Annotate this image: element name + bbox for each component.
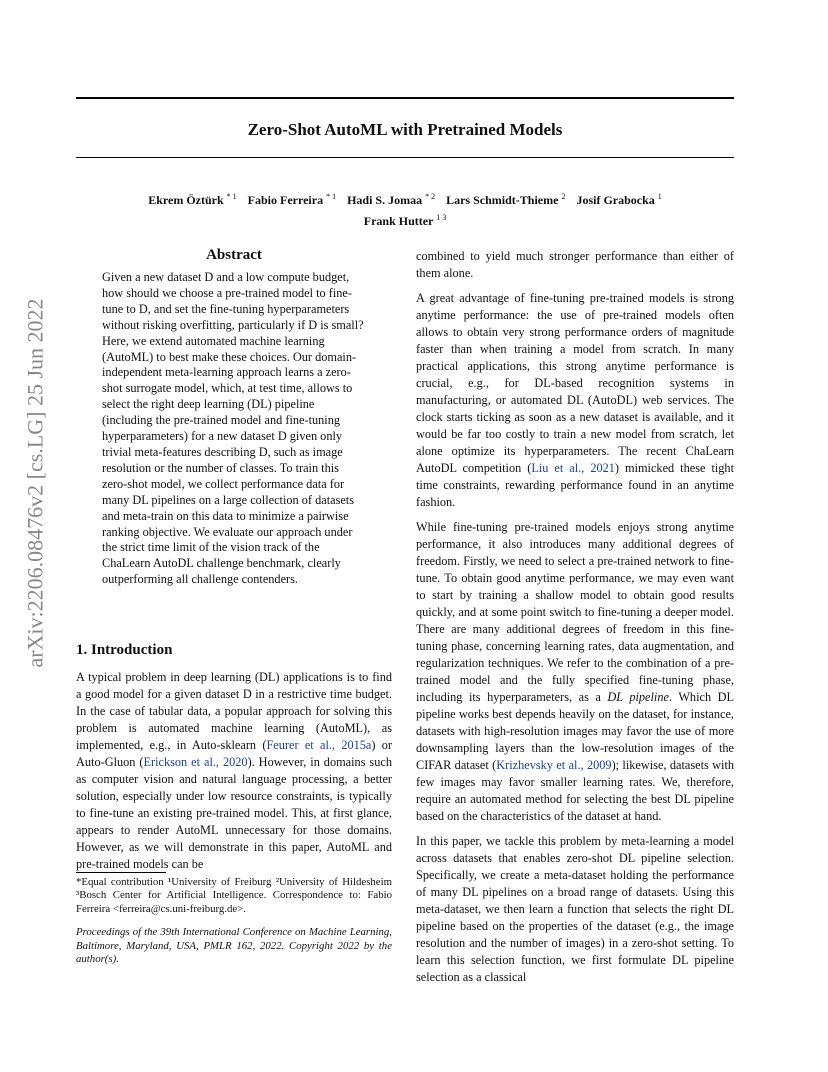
author: Lars Schmidt-Thieme $^2$: [446, 192, 566, 207]
paper-title: Zero-Shot AutoML with Pretrained Models: [247, 120, 563, 139]
citation-link[interactable]: Erickson et al., 2020: [143, 755, 248, 769]
footnote-rule: [76, 872, 166, 873]
author: Ekrem Öztürk $^{* 1}$: [148, 192, 237, 207]
introduction-paragraph: A typical problem in deep learning (DL) applications is to find a good model for a given dataset D in a restrictive time budget. In the case of tabular data, a popular approach for solving this problem is automated machine learning (AutoML), as implemented, e.g., in Auto-sklearn (Feurer et al., 2015a) or Auto-Gluon (Erickson et al., 2020). However, in domains such as computer vision and natural language processing, a better solution, especially under low resource constraints, is typically to fine-tune an existing pre-trained model. This, at first glance, appears to render AutoML unnecessary for those domains. However, as we will demonstrate in this paper, AutoML and pre-trained models can be: [76, 670, 393, 871]
citation-link[interactable]: Liu et al., 2021: [531, 461, 615, 475]
affiliation-footnote: *Equal contribution ¹University of Freiburg ²University of Hildesheim ³Bosch Center for Artificial Intelligence. Correspondence to: Fabio Ferreira <ferreira@cs.uni-freiburg.de>.: [76, 876, 392, 915]
paragraph: combined to yield much stronger performance than either of them alone.: [416, 249, 734, 280]
author-list: [96, 188, 714, 230]
proceedings-footnote: Proceedings of the 39th International Conference on Machine Learning, Baltimore, Maryland, USA, PMLR 162, 2022. Copyright 2022 by the author(s).: [76, 926, 392, 966]
right-column: [416, 248, 734, 994]
author: Frank Hutter $^{1 3}$: [363, 213, 447, 228]
author: Fabio Ferreira $^{* 1}$: [247, 192, 337, 207]
term-emphasis: DL pipeline: [607, 690, 669, 704]
paragraph: A great advantage of fine-tuning pre-trained models is strong anytime performance: the use of pre-trained models often allows to obtain very strong performance orders of magnitude faster than when training a model from scratch. In many practical applications, this strong anytime performance is crucial, e.g., for DL-based recognition systems in manufacturing, or automated DL (AutoDL) web services. The clock starts ticking as soon as a new dataset is available, and it would be far too costly to train a new model from scratch, let alone optimize its hyperparameters. The recent ChaLearn AutoDL competition (Liu et al., 2021) mimicked these tight time constraints, rewarding performance found in an anytime fashion.: [416, 291, 734, 509]
citation-link[interactable]: Feurer et al., 2015a: [266, 738, 372, 752]
citation-link[interactable]: Krizhevsky et al., 2009: [496, 758, 612, 772]
title-rule-bottom: [76, 157, 734, 158]
title-rule-top: [76, 97, 734, 99]
abstract-text: Given a new dataset D and a low compute budget, how should we choose a pre-trained model to fine-tune to D, and set the fine-tuning hyperparameters without risking overfitting, particularly if D is small? Here, we extend automated machine learning (AutoML) to best make these choices. Our domain-independent meta-learning approach learns a zero-shot surrogate model, which, at test time, allows to select the right deep learning (DL) pipeline (including the pre-trained model and fine-tuning hyperparameters) for a new dataset D given only trivial meta-features describing D, such as image resolution or the number of classes. To train this zero-shot model, we collect performance data for many DL pipelines on a large collection of datasets and meta-train on this data to minimize a pairwise ranking objective. We evaluate our approach under the strict time limit of the vision track of the ChaLearn AutoDL challenge benchmark, clearly outperforming all challenge contenders.: [102, 270, 364, 587]
author: Hadi S. Jomaa $^{* 2}$: [347, 192, 436, 207]
paragraph: While fine-tuning pre-trained models enjoys strong anytime performance, it also introduces many additional degrees of freedom. Firstly, we need to select a pre-trained network to fine-tune. To obtain good anytime performance, we may even want to start by training a shallow model to obtain good results quickly, and at some point switch to fine-tuning a deeper model. There are many additional degrees of freedom in this fine-tuning phase, concerning learning rates, data augmentation, and regularization techniques. We refer to the combination of a pre-trained model and the fully specified fine-tuning phase, including its hyperparameters, as a DL pipeline. Which DL pipeline works best depends heavily on the dataset, for instance, datasets with high-resolution images may favor the use of more downsampling layers than the low-resolution images of the CIFAR dataset (Krizhevsky et al., 2009); likewise, datasets with few images may favor smaller learning rates. We, therefore, require an automated method for selecting the best DL pipeline based on the characteristics of the dataset at hand.: [416, 520, 735, 823]
author: Josif Grabocka $^1$: [576, 192, 662, 207]
abstract-heading: Abstract: [206, 247, 262, 263]
introduction-heading: 1. Introduction: [76, 642, 173, 658]
arxiv-id: arXiv:2206.08476v2 [cs.LG] 25 Jun 2022: [22, 298, 48, 668]
footnotes: [76, 876, 392, 976]
paragraph: In this paper, we tackle this problem by meta-learning a model across datasets that enables zero-shot DL pipeline selection. Specifically, we create a meta-dataset holding the performance of many DL pipelines on a broad range of datasets. Using this meta-dataset, we then learn a function that selects the right DL pipeline based on the properties of the dataset (e.g., the image resolution and the number of images) in a zero-shot setting. To learn this selection function, we first formulate DL pipeline selection as a classical: [416, 834, 734, 984]
